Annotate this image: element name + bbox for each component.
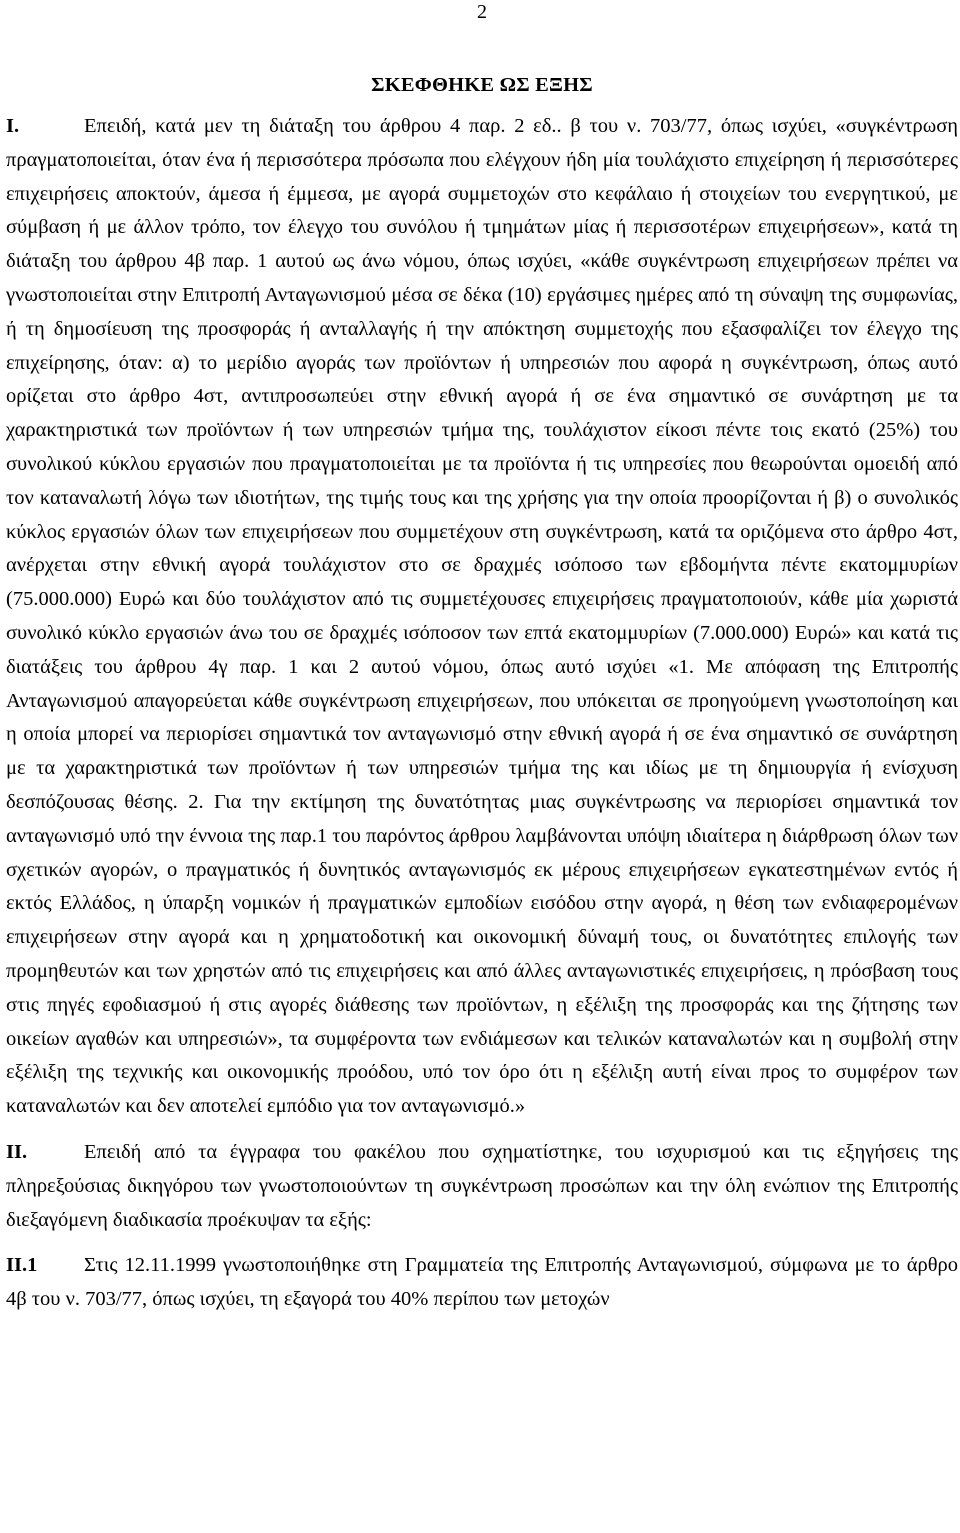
spacer <box>6 102 958 110</box>
page-number: 2 <box>477 1 487 23</box>
section-II1-label: ΙΙ.1 <box>6 1254 38 1277</box>
section-II-paragraph <box>6 1136 958 1237</box>
section-II-label: ΙΙ. <box>6 1140 28 1163</box>
section-I-text: Επειδή, κατά μεν τη διάταξη του άρθρου 4 παρ. 2 εδ.. β του ν. 703/77, όπως ισχύει, «συγκέντρωση πραγματοποιείται, όταν ένα ή περισσότερα πρόσωπα που ελέγχουν ήδη μία τουλάχιστο επιχείρηση ή περισσότερες επιχειρήσεις αποκτούν, άμεσα ή έμμεσα, με αγορά συμμετοχών στο κεφάλαιο ή στοιχείων του ενεργητικού, με σύμβαση ή με άλλον τρόπο, τον έλεγχο του συνόλου ή τμημάτων μίας ή περισσοτέρων επιχειρήσεων», κατά τη διάταξη του άρθρου 4β παρ. 1 αυτού ως άνω νόμου, όπως ισχύει, «κάθε συγκέντρωση επιχειρήσεων πρέπει να γνωστοποιείται στην Επιτροπή Ανταγωνισμού μέσα σε δέκα (10) εργάσιμες ημέρες από τη σύναψη της συμφωνίας, ή τη δημοσίευση της προσφοράς ή ανταλλαγής ή την απόκτηση συμμετοχής που εξασφαλίζει τον έλεγχο της επιχείρησης, όταν: α) το μερίδιο αγοράς των προϊόντων ή υπηρεσιών που αφορά η συγκέντρωση, όπως αυτό ορίζεται στο άρθρο 4στ, αντιπροσωπεύει στην εθνική αγορά ή σε ένα σημαντικό σε συνάρτηση με τα χαρακτηριστικά των προϊόντων ή των υπηρεσιών τμήμα της, τουλάχιστον είκοσι πέντε τοις εκατό (25%) του συνολικού κύκλου εργασιών που πραγματοποιείται με τα προϊόντα ή τις υπηρεσίες που θεωρούνται ομοειδή από τον καταναλωτή λόγω των ιδιοτήτων, της τιμής τους και της χρήσης για την οποία προορίζονται ή β) ο συνολικός κύκλος εργασιών όλων των επιχειρήσεων που συμμετέχουν στη συγκέντρωση, κατά τα οριζόμενα στο άρθρο 4στ, ανέρχεται στην εθνική αγορά τουλάχιστον στο σε δραχμές ισόποσο των εβδομήντα πέντε εκατομμυρίων (75.000.000) Ευρώ και δύο τουλάχιστον από τις συμμετέχουσες επιχειρήσεις πραγματοποιούν, κάθε μία χωριστά συνολικό κύκλο εργασιών άνω του σε δραχμές ισόποσον των επτά εκατομμυρίων (7.000.000) Ευρώ» και κατά τις διατάξεις του άρθρου 4γ παρ. 1 και 2 αυτού νόμου, όπως αυτό ισχύει «1. Με απόφαση της Επιτροπής Ανταγωνισμού απαγορεύεται κάθε συγκέντρωση επιχειρήσεων, που υπόκειται σε προηγούμενη γνωστοποίηση και η οποία μπορεί να περιορίσει σημαντικά τον ανταγωνισμό στην εθνική αγορά ή σε ένα σημαντικό σε συνάρτηση με τα χαρακτηριστικά των προϊόντων ή των υπηρεσιών τμήμα της και ιδίως με τη δημιουργία ή ενίσχυση δεσπόζουσας θέσης. 2. Για την εκτίμηση της δυνατότητας μιας συγκέντρωσης να περιορίσει σημαντικά τον ανταγωνισμό υπό την έννοια της παρ.1 του παρόντος άρθρου λαμβάνονται υπόψη ιδιαίτερα η διάρθρωση όλων των σχετικών αγορών, ο πραγματικός ή δυνητικός ανταγωνισμός εκ μέρους επιχειρήσεων εγκατεστημένων εντός ή εκτός Ελλάδος, η ύπαρξη νομικών ή πραγματικών εμποδίων εισόδου στην αγορά, η θέση των ενδιαφερομένων επιχειρήσεων στην αγορά και η χρηματοδοτική και οικονομική δύναμή τους, οι δυνατότητες επιλογής των προμηθευτών και των χρηστών από τις επιχειρήσεις και από άλλες ανταγωνιστικές επιχειρήσεις, η πρόσβαση τους στις πηγές εφοδιασμού ή στις αγορές διάθεσης των προϊόντων, η εξέλιξη της προσφοράς και της ζήτησης των οικείων αγαθών και υπηρεσιών», τα συμφέροντα των ενδιάμεσων και τελικών καταναλωτών και η συμβολή στην εξέλιξη της τεχνικής και οικονομικής προόδου, υπό τον όρο ότι η εξέλιξη αυτή είναι προς το συμφέρον των καταναλωτών και δεν αποτελεί εμπόδιο για τον ανταγωνισμό.» <box>6 115 958 1118</box>
page-heading: ΣΚΕΦΘΗΚΕ ΩΣ ΕΞΗΣ <box>371 74 593 96</box>
section-I-label: Ι. <box>6 115 20 137</box>
spacer <box>6 1237 958 1249</box>
spacer <box>6 1124 958 1136</box>
section-II-text: Επειδή από τα έγγραφα του φακέλου που σχηματίστηκε, του ισχυρισμού και τις εξηγήσεις της πληρεξούσιας δικηγόρου των γνωστοποιούντων τη συγκέντρωση προσώπων και την όλη ενώπιον της Επιτροπής διεξαγόμενη διαδικασία προέκυψαν τα εξής: <box>6 1140 958 1231</box>
section-I-paragraph <box>6 110 958 1124</box>
section-II1-paragraph <box>6 1249 958 1317</box>
section-II1-text: Στις 12.11.1999 γνωστοποιήθηκε στη Γραμματεία της Επιτροπής Ανταγωνισμού, σύμφωνα με το άρθρο 4β του ν. 703/77, όπως ισχύει, τη εξαγορά του 40% περίπου των μετοχών <box>6 1254 958 1311</box>
